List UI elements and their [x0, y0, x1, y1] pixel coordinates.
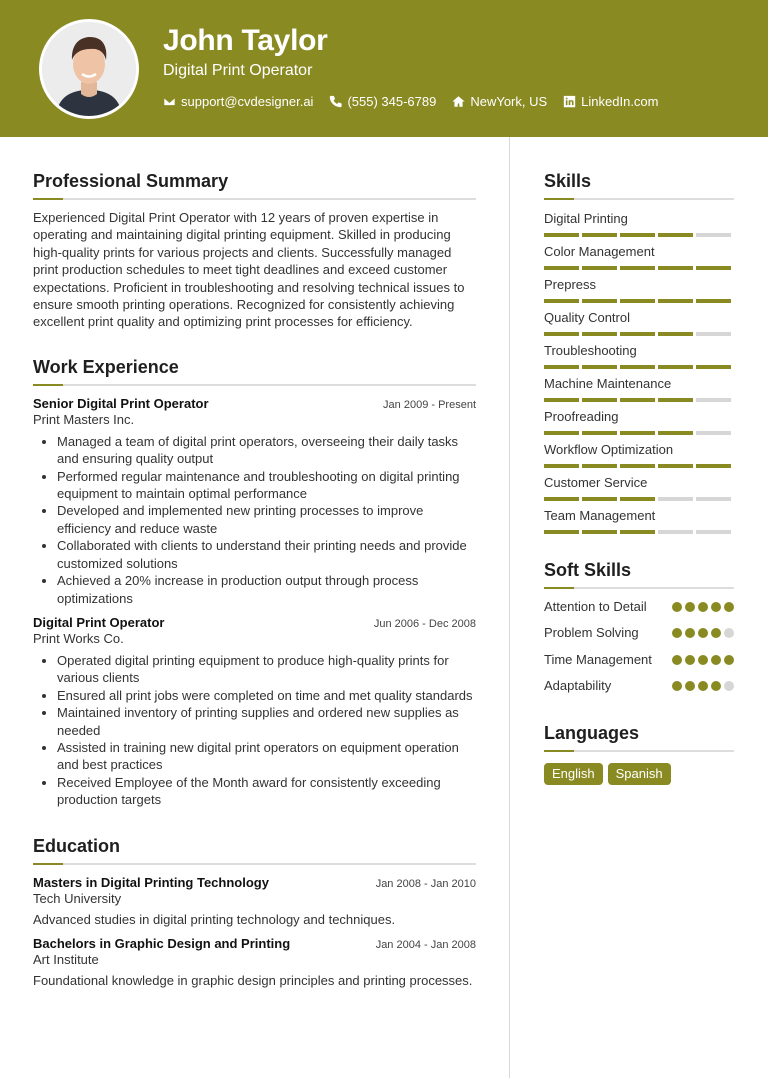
skill-level-segment [696, 332, 731, 336]
rating-dot [724, 602, 734, 612]
rating-dot [672, 602, 682, 612]
main-column [33, 170, 476, 989]
rating-dot [672, 655, 682, 665]
skill-level-segment [620, 299, 655, 303]
candidate-name: John Taylor [163, 24, 328, 57]
rating-dot [685, 602, 695, 612]
rating-dot [711, 628, 721, 638]
skill-item [544, 309, 734, 336]
skill-level-bar [544, 233, 734, 237]
header-banner [0, 0, 768, 137]
skills-list [544, 210, 734, 534]
rating-dot [711, 681, 721, 691]
skill-item [544, 210, 734, 237]
skill-level-segment [544, 398, 579, 402]
soft-skill-name: Attention to Detail [544, 599, 647, 614]
contact-email[interactable] [163, 94, 313, 109]
soft-skill-rating [672, 655, 734, 665]
education-desc: Foundational knowledge in graphic design principles and printing processes. [33, 972, 473, 988]
avatar [39, 19, 139, 119]
skill-level-segment [582, 497, 617, 501]
education-date: Jan 2004 - Jan 2008 [375, 938, 476, 951]
skill-level-segment [582, 464, 617, 468]
linkedin-text: LinkedIn.com [581, 94, 659, 109]
skill-level-segment [620, 497, 655, 501]
skill-name: Prepress [544, 277, 597, 292]
contact-linkedin[interactable] [563, 94, 658, 109]
skill-level-segment [696, 530, 731, 534]
section-rule [33, 198, 476, 200]
skill-level-segment [544, 266, 579, 270]
skill-name: Workflow Optimization [544, 442, 674, 457]
skill-level-segment [658, 233, 693, 237]
skill-level-segment [582, 266, 617, 270]
bullet-item: • Maintained inventory of printing supplies and ordered new supplies as needed [57, 704, 476, 739]
phone-icon [329, 95, 342, 108]
skill-level-segment [544, 497, 579, 501]
skill-level-segment [658, 497, 693, 501]
job-date: Jun 2006 - Dec 2008 [373, 617, 476, 630]
rating-dot [685, 681, 695, 691]
skill-level-bar [544, 464, 734, 468]
education-date: Jan 2008 - Jan 2010 [375, 877, 476, 890]
rating-dot [724, 628, 734, 638]
bullet-item: • Operated digital printing equipment to produce high-quality prints for various clients [57, 652, 476, 687]
job-bullets [33, 433, 476, 607]
skill-level-segment [582, 365, 617, 369]
skill-item [544, 408, 734, 435]
soft-skill-item [544, 651, 734, 668]
skill-item [544, 243, 734, 270]
summary-text: Experienced Digital Print Operator with 12 years of proven expertise in operating and maintaining digital printing equipment. Skilled in producing high-quality prints for various projects and clients. Successfully managed print production schedules to meet tight deadlines and exceed customer expectations. Proficient in troubleshooting and resolving technical issues to ensure smooth printing operations. Recognized for consistently achieving excellent print quality and optimizing print processes for efficiency. [33, 210, 465, 330]
location-text: NewYork, US [470, 94, 548, 109]
language-tag: Spanish [608, 763, 671, 785]
rating-dot [724, 655, 734, 665]
rating-dot [685, 628, 695, 638]
skill-level-segment [658, 464, 693, 468]
skill-level-segment [582, 530, 617, 534]
skill-name: Digital Printing [544, 211, 628, 226]
job-company: Print Masters Inc. [33, 411, 135, 427]
skill-level-segment [582, 431, 617, 435]
rating-dot [672, 681, 682, 691]
skill-name: Machine Maintenance [544, 376, 672, 391]
skill-level-segment [544, 530, 579, 534]
skill-name: Customer Service [544, 475, 648, 490]
skill-level-segment [658, 299, 693, 303]
skill-level-segment [696, 266, 731, 270]
skill-name: Quality Control [544, 310, 630, 325]
skill-level-segment [696, 299, 731, 303]
rating-dot [672, 628, 682, 638]
skill-level-bar [544, 266, 734, 270]
skill-item [544, 342, 734, 369]
bullet-item: • Collaborated with clients to understand their printing needs and provide customized solutions [57, 537, 476, 572]
degree-title: Bachelors in Graphic Design and Printing [33, 935, 291, 951]
contact-location [452, 94, 547, 109]
skill-level-segment [544, 431, 579, 435]
job-entry [33, 615, 476, 809]
linkedin-icon [563, 95, 576, 108]
section-rule [544, 750, 734, 752]
skill-level-bar [544, 365, 734, 369]
skill-level-segment [696, 497, 731, 501]
bullet-item: • Assisted in training new digital print operators on equipment operation and best practices [57, 739, 476, 774]
candidate-role: Digital Print Operator [163, 62, 313, 79]
degree-title: Masters in Digital Printing Technology [33, 874, 269, 890]
bullet-item: • Ensured all print jobs were completed on time and met quality standards [57, 687, 476, 704]
skill-item [544, 474, 734, 501]
soft-skill-name: Problem Solving [544, 625, 639, 641]
education-entry [33, 936, 476, 989]
skill-level-segment [544, 299, 579, 303]
job-company: Print Works Co. [33, 630, 124, 646]
school-name: Art Institute [33, 951, 99, 967]
soft-skill-item [544, 624, 734, 641]
skill-level-segment [658, 332, 693, 336]
rating-dot [711, 655, 721, 665]
skill-level-segment [696, 398, 731, 402]
skill-level-bar [544, 299, 734, 303]
job-bullets [33, 652, 476, 809]
skill-item [544, 441, 734, 468]
skill-level-segment [544, 365, 579, 369]
skill-item [544, 375, 734, 402]
phone-text: (555) 345-6789 [347, 94, 437, 109]
section-title: Soft Skills [544, 560, 632, 580]
skill-level-segment [544, 233, 579, 237]
skill-level-segment [582, 299, 617, 303]
section-rule [544, 587, 734, 589]
skill-level-segment [582, 233, 617, 237]
skill-level-segment [696, 233, 731, 237]
column-divider [509, 137, 510, 1078]
soft-skill-name: Time Management [544, 651, 652, 667]
education-section [33, 835, 476, 990]
experience-section [33, 356, 476, 809]
skill-level-segment [620, 464, 655, 468]
contact-phone[interactable] [329, 94, 436, 109]
skill-level-segment [544, 464, 579, 468]
rating-dot [698, 681, 708, 691]
skill-level-bar [544, 497, 734, 501]
rating-dot [698, 655, 708, 665]
bullet-item: • Achieved a 20% increase in production output through process optimizations [57, 572, 476, 607]
skill-level-segment [620, 266, 655, 270]
skill-level-segment [620, 365, 655, 369]
email-text: support@cvdesigner.ai [181, 94, 314, 109]
skill-level-segment [620, 431, 655, 435]
bullet-item: • Developed and implemented new printing processes to improve efficiency and reduce waste [57, 502, 476, 537]
skill-level-segment [696, 464, 731, 468]
section-rule [544, 198, 734, 200]
skill-level-segment [696, 431, 731, 435]
envelope-icon [163, 95, 176, 108]
soft-skill-rating [672, 602, 734, 612]
soft-skill-item [544, 598, 734, 615]
job-entry [33, 396, 476, 607]
job-title: Senior Digital Print Operator [33, 395, 209, 411]
rating-dot [698, 628, 708, 638]
skill-name: Team Management [544, 508, 656, 523]
education-entry [33, 875, 476, 928]
section-title: Languages [544, 722, 640, 743]
soft-skill-name: Adaptability [544, 678, 612, 694]
soft-skill-item [544, 677, 734, 694]
rating-dot [698, 602, 708, 612]
skill-level-segment [658, 431, 693, 435]
bullet-item: • Received Employee of the Month award for consistently exceeding production targets [57, 774, 476, 809]
skill-level-bar [544, 431, 734, 435]
side-column [544, 170, 734, 785]
skill-level-segment [696, 365, 731, 369]
bullet-item: • Performed regular maintenance and troubleshooting on digital printing equipment to maintain optimal performance [57, 468, 476, 503]
soft-skill-rating [672, 681, 734, 691]
section-rule [33, 384, 476, 386]
skill-level-bar [544, 332, 734, 336]
skill-name: Troubleshooting [544, 343, 637, 358]
skill-name: Proofreading [544, 409, 619, 424]
skill-level-segment [658, 398, 693, 402]
soft-skill-rating [672, 628, 734, 638]
education-desc: Advanced studies in digital printing technology and techniques. [33, 911, 396, 927]
job-date: Jan 2009 - Present [383, 398, 476, 411]
rating-dot [724, 681, 734, 691]
skill-level-segment [582, 398, 617, 402]
section-title: Professional Summary [33, 171, 229, 191]
job-title: Digital Print Operator [33, 614, 165, 630]
contact-bar [163, 94, 659, 109]
skill-level-segment [620, 233, 655, 237]
skill-level-segment [658, 530, 693, 534]
skill-level-segment [620, 398, 655, 402]
summary-section [33, 170, 476, 331]
soft-skills-list [544, 598, 734, 695]
language-tags [544, 763, 734, 785]
skill-level-segment [620, 332, 655, 336]
person-photo-icon [42, 22, 136, 116]
skill-item [544, 276, 734, 303]
skills-section [544, 170, 734, 534]
skill-name: Color Management [544, 244, 655, 259]
skill-level-segment [620, 530, 655, 534]
languages-section [544, 722, 734, 785]
skill-level-segment [658, 365, 693, 369]
skill-level-bar [544, 530, 734, 534]
section-title: Work Experience [33, 356, 179, 377]
language-tag: English [544, 763, 603, 785]
rating-dot [711, 602, 721, 612]
home-icon [452, 95, 465, 108]
bullet-item: • Managed a team of digital print operators, overseeing their daily tasks and ensuring quality output [57, 433, 476, 468]
section-title: Skills [544, 171, 592, 191]
section-rule [33, 863, 476, 865]
skill-item [544, 507, 734, 534]
section-title: Education [33, 835, 121, 856]
skill-level-segment [658, 266, 693, 270]
soft-skills-section [544, 559, 734, 695]
skill-level-segment [582, 332, 617, 336]
school-name: Tech University [33, 890, 122, 906]
skill-level-bar [544, 398, 734, 402]
rating-dot [685, 655, 695, 665]
skill-level-segment [544, 332, 579, 336]
